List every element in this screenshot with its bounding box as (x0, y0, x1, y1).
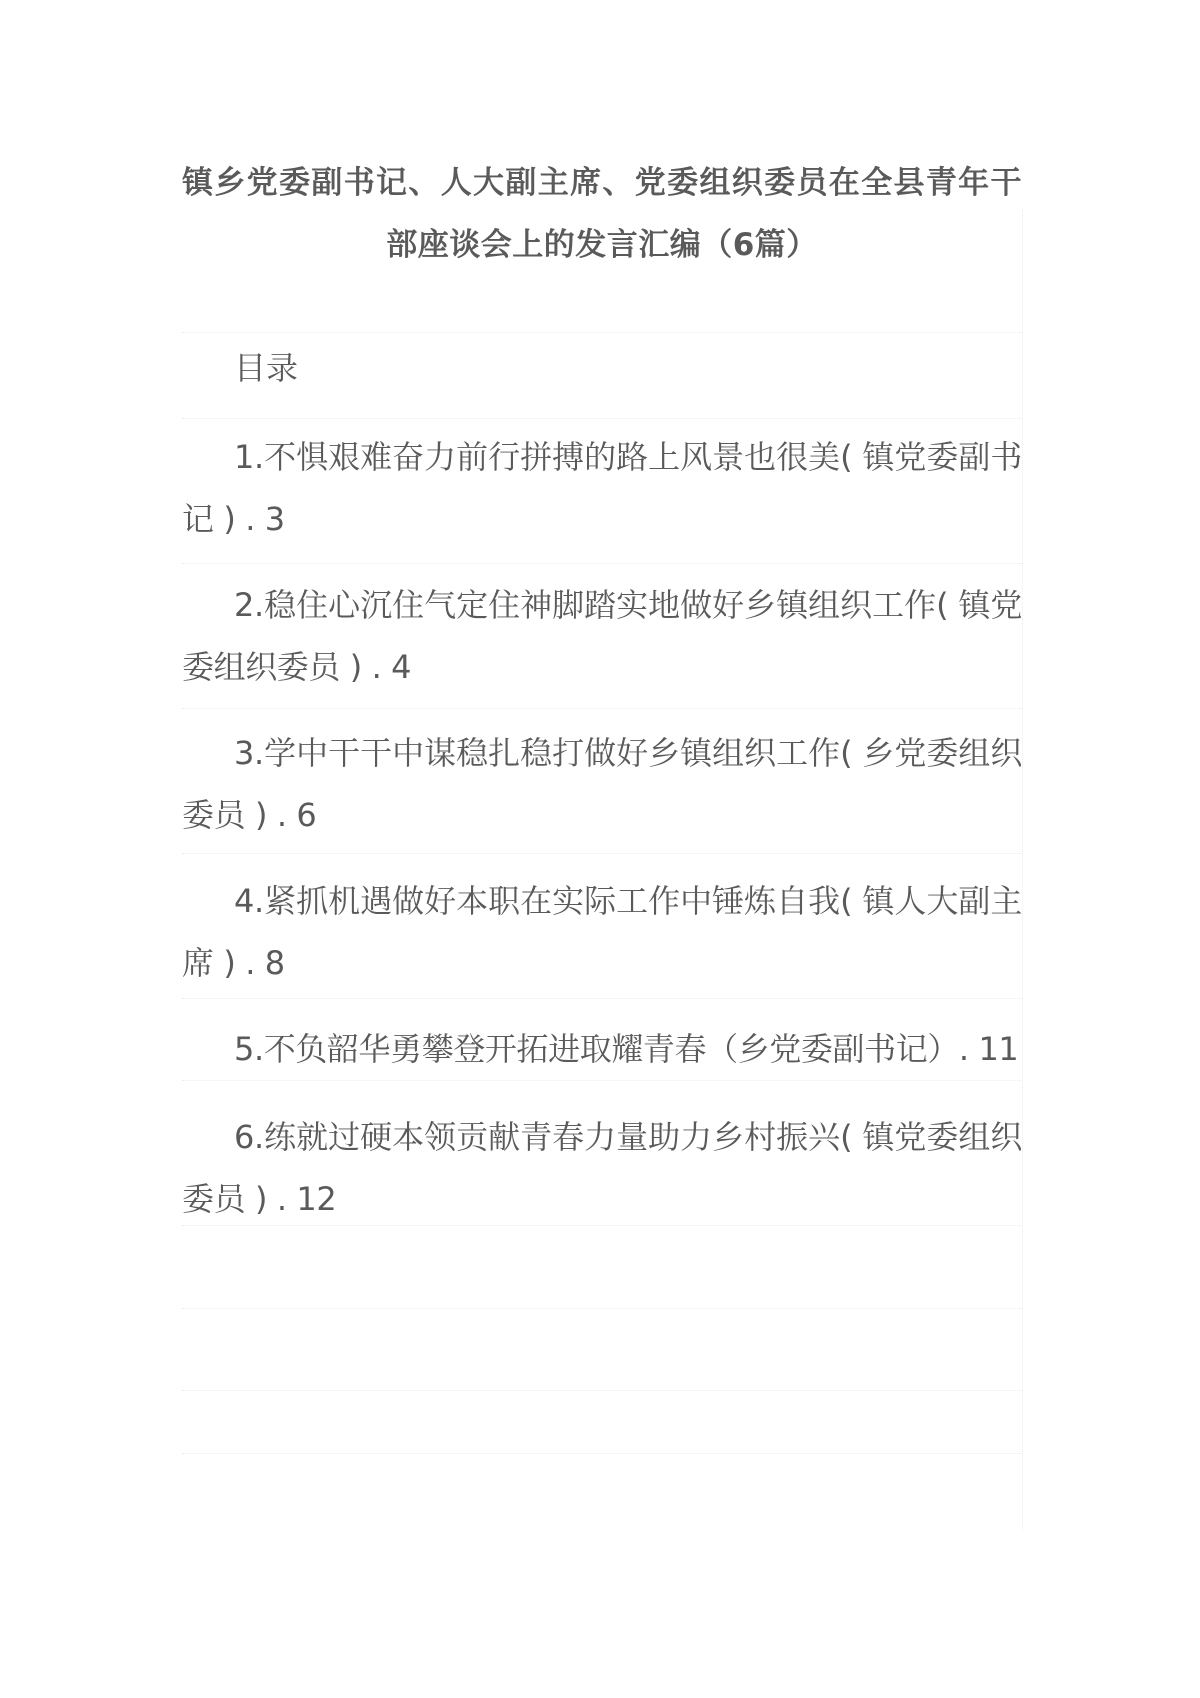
divider (182, 853, 1022, 854)
margin-guide (1022, 210, 1023, 1530)
toc-entry[interactable]: 4.紧抓机遇做好本职在实际工作中锤炼自我( 镇人大副主席 ) . 8 (182, 882, 1022, 982)
divider (182, 1453, 1022, 1454)
divider (182, 1225, 1022, 1226)
toc-heading: 目录 (234, 349, 299, 387)
divider (182, 1308, 1022, 1309)
divider (182, 418, 1022, 419)
divider (182, 332, 1022, 333)
toc-entry[interactable]: 5.不负韶华勇攀登开拓进取耀青春（乡党委副书记）. 11 (234, 1030, 1019, 1068)
divider (182, 563, 1022, 564)
divider (182, 1390, 1022, 1391)
toc-entry[interactable]: 1.不惧艰难奋力前行拼搏的路上风景也很美( 镇党委副书记 ) . 3 (182, 438, 1022, 538)
table-of-contents (182, 340, 1022, 1246)
document-title: 镇乡党委副书记、人大副主席、党委组织委员在全县青年干部座谈会上的发言汇编（6篇） (182, 165, 1022, 263)
divider (182, 708, 1022, 709)
toc-entry[interactable]: 6.练就过硬本领贡献青春力量助力乡村振兴( 镇党委组织委员 ) . 12 (182, 1118, 1022, 1218)
divider (182, 1080, 1022, 1081)
toc-entry[interactable]: 2.稳住心沉住气定住神脚踏实地做好乡镇组织工作( 镇党委组织委员 ) . 4 (182, 586, 1022, 686)
divider (182, 998, 1022, 999)
toc-entry[interactable]: 3.学中干干中谋稳扎稳打做好乡镇组织工作( 乡党委组织委员 ) . 6 (182, 734, 1022, 834)
